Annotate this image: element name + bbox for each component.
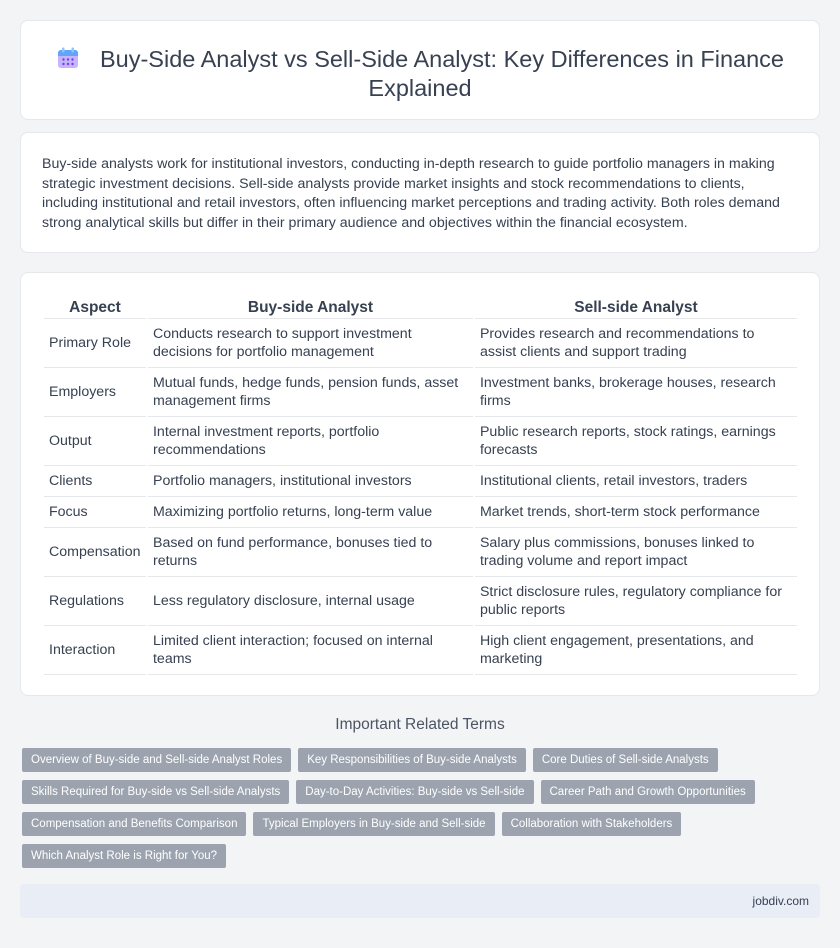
row-aspect: Output <box>44 417 146 466</box>
related-term-link[interactable]: Which Analyst Role is Right for You? <box>22 844 226 868</box>
table-row <box>44 497 797 528</box>
header-aspect: Aspect <box>44 295 146 319</box>
related-term-link[interactable]: Collaboration with Stakeholders <box>502 812 682 836</box>
row-sell-side: Provides research and recommendations to assist clients and support trading <box>475 319 797 368</box>
footer <box>20 884 820 918</box>
row-sell-side: Public research reports, stock ratings, earnings forecasts <box>475 417 797 466</box>
row-buy-side: Based on fund performance, bonuses tied to returns <box>148 528 473 577</box>
row-sell-side: High client engagement, presentations, and marketing <box>475 626 797 675</box>
row-aspect: Clients <box>44 466 146 497</box>
row-sell-side: Salary plus commissions, bonuses linked to trading volume and report impact <box>475 528 797 577</box>
table-row <box>44 528 797 577</box>
row-buy-side: Maximizing portfolio returns, long-term value <box>148 497 473 528</box>
calendar-icon <box>56 46 80 70</box>
intro-paragraph: Buy-side analysts work for institutional investors, conducting in-depth research to guide portfolio managers in making strategic investment decisions. Sell-side analysts provide market insights and stock recommendations to clients, including institutional and retail investors, often influencing market perceptions and trading activity. Both roles demand strong analytical skills but differ in their primary audience and objectives within the financial ecosystem. <box>42 156 780 231</box>
row-aspect: Compensation <box>44 528 146 577</box>
page-title: Buy-Side Analyst vs Sell-Side Analyst: Key Differences in Finance Explained <box>99 46 784 101</box>
row-sell-side: Institutional clients, retail investors, traders <box>475 466 797 497</box>
title-card <box>20 20 820 120</box>
table-row <box>44 626 797 675</box>
row-buy-side: Conducts research to support investment decisions for portfolio management <box>148 319 473 368</box>
row-sell-side: Strict disclosure rules, regulatory compliance for public reports <box>475 577 797 626</box>
row-aspect: Primary Role <box>44 319 146 368</box>
table-row <box>44 466 797 497</box>
row-sell-side: Market trends, short-term stock performance <box>475 497 797 528</box>
row-aspect: Regulations <box>44 577 146 626</box>
related-term-link[interactable]: Career Path and Growth Opportunities <box>541 780 755 804</box>
header-sell-side: Sell-side Analyst <box>475 295 797 319</box>
row-sell-side: Investment banks, brokerage houses, research firms <box>475 368 797 417</box>
related-term-link[interactable]: Key Responsibilities of Buy-side Analysts <box>298 748 526 772</box>
footer-site-link[interactable]: jobdiv.com <box>752 894 809 908</box>
row-aspect: Employers <box>44 368 146 417</box>
row-buy-side: Internal investment reports, portfolio recommendations <box>148 417 473 466</box>
intro-card <box>20 132 820 253</box>
row-buy-side: Limited client interaction; focused on internal teams <box>148 626 473 675</box>
table-row <box>44 577 797 626</box>
related-terms-list <box>22 748 802 868</box>
comparison-card <box>20 272 820 696</box>
table-header-row <box>44 295 797 319</box>
table-row <box>44 417 797 466</box>
row-buy-side: Mutual funds, hedge funds, pension funds, asset management firms <box>148 368 473 417</box>
related-term-link[interactable]: Core Duties of Sell-side Analysts <box>533 748 718 772</box>
related-term-link[interactable]: Skills Required for Buy-side vs Sell-side Analysts <box>22 780 289 804</box>
row-buy-side: Less regulatory disclosure, internal usage <box>148 577 473 626</box>
table-row <box>44 319 797 368</box>
related-term-link[interactable]: Typical Employers in Buy-side and Sell-side <box>253 812 494 836</box>
row-aspect: Focus <box>44 497 146 528</box>
table-row <box>44 368 797 417</box>
header-buy-side: Buy-side Analyst <box>148 295 473 319</box>
related-term-link[interactable]: Overview of Buy-side and Sell-side Analyst Roles <box>22 748 291 772</box>
related-term-link[interactable]: Day-to-Day Activities: Buy-side vs Sell-side <box>296 780 533 804</box>
related-term-link[interactable]: Compensation and Benefits Comparison <box>22 812 246 836</box>
row-aspect: Interaction <box>44 626 146 675</box>
page-title-wrap <box>21 45 819 103</box>
row-buy-side: Portfolio managers, institutional investors <box>148 466 473 497</box>
comparison-table <box>42 295 799 675</box>
related-terms-heading: Important Related Terms <box>335 716 505 733</box>
